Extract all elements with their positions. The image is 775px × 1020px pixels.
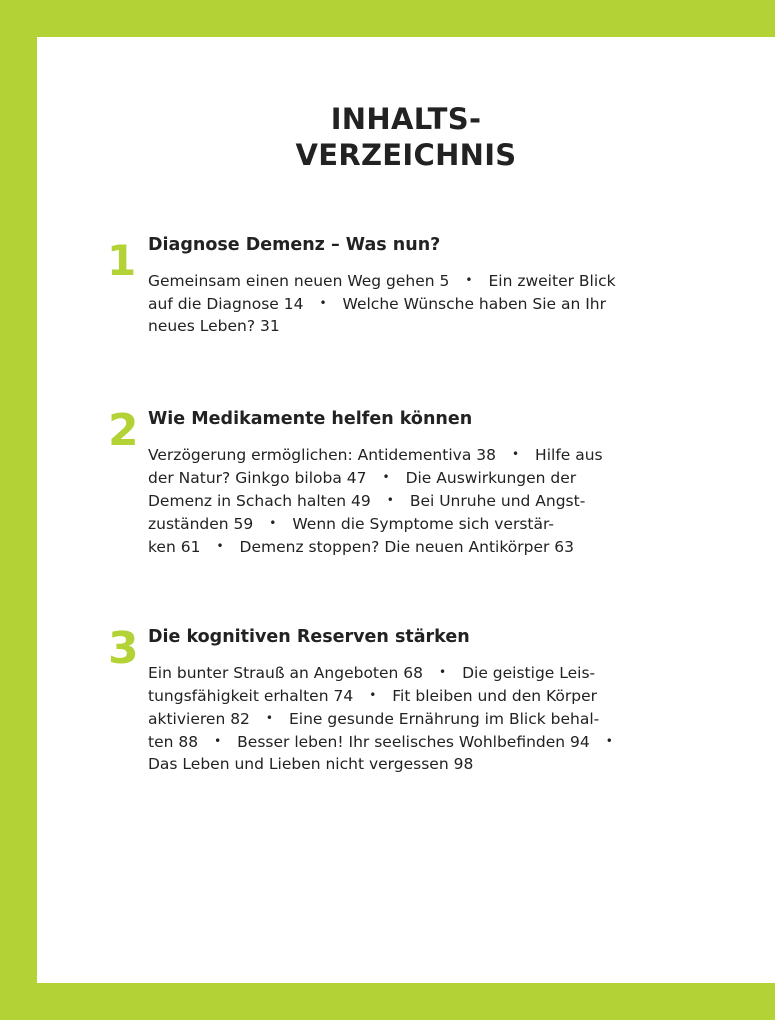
chapter-number: 2 xyxy=(108,405,139,456)
bullet-separator: • xyxy=(605,734,613,748)
chapter-number: 3 xyxy=(108,623,139,674)
chapter-entries xyxy=(148,661,629,775)
entry-text: der Natur? Ginkgo biloba 47 xyxy=(148,469,367,487)
entry-text: auf die Diagnose 14 xyxy=(148,295,304,313)
entry-line xyxy=(148,315,616,337)
entry-text: Ein bunter Strauß an Angeboten 68 xyxy=(148,664,424,682)
entry-text: zuständen 59 xyxy=(148,515,254,533)
entry-line xyxy=(148,292,616,315)
title-line-2: VERZEICHNIS xyxy=(295,138,517,172)
page-title xyxy=(37,101,775,173)
bullet-separator: • xyxy=(369,688,377,702)
entry-text: neues Leben? 31 xyxy=(148,317,280,335)
bullet-separator: • xyxy=(439,665,447,679)
entry-text: Eine gesunde Ernährung im Blick behal- xyxy=(289,710,600,728)
entry-line xyxy=(148,661,629,684)
bullet-separator: • xyxy=(319,296,327,310)
bullet-separator: • xyxy=(382,470,390,484)
entry-text: Welche Wünsche haben Sie an Ihr xyxy=(342,295,606,313)
entry-text: Das Leben und Lieben nicht vergessen 98 xyxy=(148,755,474,773)
bullet-separator: • xyxy=(265,711,273,725)
bullet-separator: • xyxy=(214,734,222,748)
chapter-entries xyxy=(148,269,616,337)
entry-line xyxy=(148,512,603,535)
entry-text: Die Auswirkungen der xyxy=(405,469,577,487)
bullet-separator: • xyxy=(511,447,520,461)
entry-line xyxy=(148,489,603,512)
title-line-1: INHALTS- xyxy=(330,102,482,136)
chapter-number: 1 xyxy=(107,236,137,285)
chapter-entries xyxy=(148,443,603,558)
chapter-heading: Die kognitiven Reserven stärken xyxy=(148,627,470,647)
entry-line xyxy=(148,443,603,466)
entry-text: Hilfe aus xyxy=(535,446,603,464)
bullet-separator: • xyxy=(465,273,473,287)
entry-text: Die geistige Leis- xyxy=(462,664,596,682)
entry-line xyxy=(148,707,629,730)
entry-text: Bei Unruhe und Angst- xyxy=(409,492,586,510)
entry-line xyxy=(148,684,629,707)
entry-text: aktivieren 82 xyxy=(148,710,250,728)
entry-text: Demenz in Schach halten 49 xyxy=(148,492,371,510)
entry-text: tungsfähigkeit erhalten 74 xyxy=(148,687,354,705)
entry-text: Besser leben! Ihr seelisches Wohlbefinden 94 xyxy=(237,733,590,751)
toc-page xyxy=(37,37,775,983)
entry-text: Demenz stoppen? Die neuen Antikörper 63 xyxy=(239,538,574,556)
entry-line xyxy=(148,466,603,489)
chapter-heading: Wie Medikamente helfen können xyxy=(148,409,473,429)
entry-text: Verzögerung ermöglichen: Antidementiva 38 xyxy=(148,446,496,464)
chapter-heading: Diagnose Demenz – Was nun? xyxy=(148,235,441,255)
bullet-separator: • xyxy=(216,539,224,553)
entry-line xyxy=(148,269,616,292)
entry-text: Wenn die Symptome sich verstär- xyxy=(292,515,554,533)
entry-text: Gemeinsam einen neuen Weg gehen 5 xyxy=(148,272,450,290)
entry-text: ten 88 xyxy=(148,733,199,751)
entry-line xyxy=(148,753,629,775)
entry-line xyxy=(148,535,603,558)
entry-text: Ein zweiter Blick xyxy=(488,272,616,290)
bullet-separator: • xyxy=(269,516,277,530)
bullet-separator: • xyxy=(386,493,394,507)
entry-text: ken 61 xyxy=(148,538,201,556)
entry-line xyxy=(148,730,629,753)
entry-text: Fit bleiben und den Körper xyxy=(392,687,598,705)
